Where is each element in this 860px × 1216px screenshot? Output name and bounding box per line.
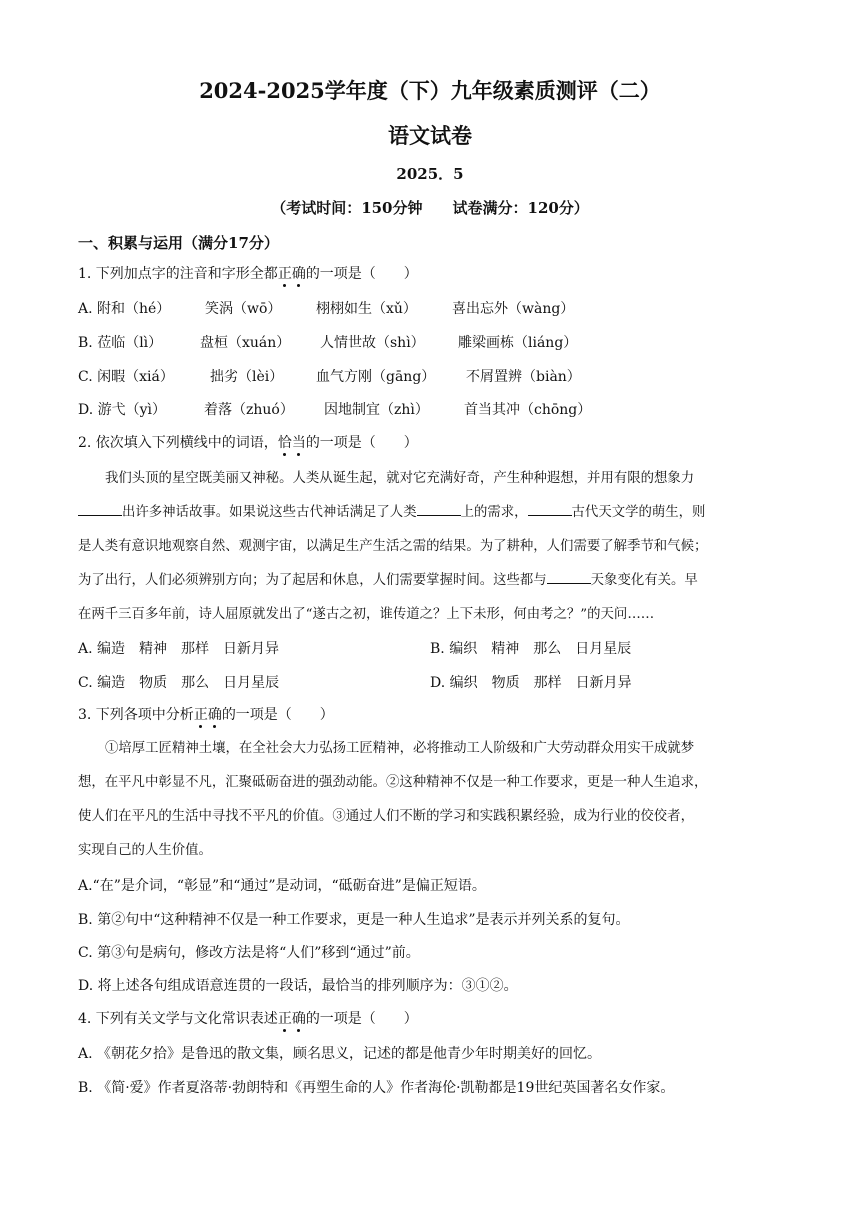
question-2-option-c[interactable]: C. 编造 物质 那么 日月星辰 [78, 675, 280, 691]
fill-blank-3 [528, 503, 572, 516]
exam-subject: 语文试卷 [388, 123, 472, 148]
question-3-option-b[interactable]: B. 第②句中“这种精神不仅是一种工作要求，更是一种人生追求”是表示并列关系的复句。 [78, 912, 630, 928]
exam-page: 2024-2025学年度（下）九年级素质测评（二） 语文试卷 2025．5 （考试时间：150分钟 试卷满分：120分） 一、积累与运用（满分17分） 1. 下列加点字的注音和字形全都正确的一项是（ ） A. 附和（hé） 笑涡（wō） 栩栩如生（xǔ） 喜出忘外（wàng） B. 莅临（lì） 盘桓（xuán） 人情世故（shì） 雕梁画栋（liáng） C. 闲暇（xiá） 拙劣（lèi） 血气方刚（gāng） 不屑置辨（biàn） D. 游弋（yì） 着落（zhuó） 因地制宜（zhì） 首当其冲（chōng） 2. 依次填入下列横线中的词语，恰当的一项是（ ） 我们头顶的星空既美丽又神秘。人类从诞生起，就对它充满好奇，产生种种遐想，并用有限的想象力 出许多神话故事。如果说这些古代神话满足了人类 上的需求， 古代天文学的萌生，则 是人类有意识地观察自然、观测宇宙，以满足生产生活之需的结果。为了耕种，人们需要了解季节和气候； 为了出行，人们必须辨别方向；为了起居和休息，人们需要掌握时间。这些都与 天象变化有关。早 在两千三百多年前，诗人屈原就发出了“遂古之初，谁传道之？上下未形，何由考之？”的天问…… A. 编造 精神 那样 日新月异 B. 编织 精神 那么 日月星辰 C. 编造 物质 那么 日月星辰 D. 编织 物质 那样 日新月异 3. 下列各项中分析正确的一项是（ ） ①培厚工匠精神土壤，在全社会大力弘扬工匠精神，必将推动工人阶级和广大劳动群众用实干成就梦 想，在平凡中彰显不凡，汇聚砥砺奋进的强劲动能。②这种精神不仅是一种工作要求，更是一种人生追求， 使人们在平凡的生活中寻找不平凡的价值。③通过人们不断的学习和实践积累经验，成为行业的佼佼者， 实现自己的人生价值。 A.“在”是介词，“彰显”和“通过”是动词，“砥砺奋进”是偏正短语。 B. 第②句中“这种精神不仅是一种工作要求，更是一种人生追求”是表示并列关系的复句。 C. 第③句是病句，修改方法是将“人们”移到“通过”前。 D. 将上述各句组成语意连贯的一段话，最恰当的排列顺序为：③①②。 4. 下列有关文学与文化常识表述正确的一项是（ ） A. 《朝花夕拾》是鲁迅的散文集，顾名思义，记述的都是他青少年时期美好的回忆。 B. 《简·爱》作者夏洛蒂·勃朗特和《再塑生命的人》作者海伦·凯勒都是19世纪英国著名女作家。 [0, 0, 860, 1216]
question-4-stem: 4. 下列有关文学与文化常识表述正确的一项是（ ） [78, 1011, 418, 1027]
exam-score: 试卷满分：120分） [452, 199, 589, 217]
question-3-option-d[interactable]: D. 将上述各句组成语意连贯的一段话，最恰当的排列顺序为：③①②。 [78, 978, 518, 994]
question-1-stem: 1. 下列加点字的注音和字形全都正确的一项是（ ） [78, 266, 418, 282]
question-4-option-a[interactable]: A. 《朝花夕拾》是鲁迅的散文集，顾名思义，记述的都是他青少年时期美好的回忆。 [78, 1046, 602, 1062]
exam-date: 2025．5 [396, 165, 464, 183]
exam-info [0, 197, 860, 218]
question-2-stem: 2. 依次填入下列横线中的词语，恰当的一项是（ ） [78, 435, 418, 451]
fill-blank-4 [547, 571, 591, 584]
fill-blank-2 [417, 503, 461, 516]
exam-time: （考试时间：150分钟 [271, 199, 423, 217]
fill-blank-1 [78, 503, 122, 516]
question-3-option-c[interactable]: C. 第③句是病句，修改方法是将“人们”移到“通过”前。 [78, 945, 420, 961]
question-2-option-d[interactable]: D. 编织 物质 那样 日新月异 [430, 675, 632, 691]
section-1-title: 一、积累与运用（满分17分） [78, 234, 279, 252]
question-3-passage: ①培厚工匠精神土壤，在全社会大力弘扬工匠精神，必将推动工人阶级和广大劳动群众用实干成就梦 想，在平凡中彰显不凡，汇聚砥砺奋进的强劲动能。②这种精神不仅是一种工作要求，更是一种人生追求， 使人们在平凡的生活中寻找不平凡的价值。③通过人们不断的学习和实践积累经验，成为行业的佼佼者， 实现自己的人生价值。 [78, 741, 708, 858]
question-2-passage: 我们头顶的星空既美丽又神秘。人类从诞生起，就对它充满好奇，产生种种遐想，并用有限的想象力 出许多神话故事。如果说这些古代神话满足了人类 上的需求， 古代天文学的萌生，则 是人类有意识地观察自然、观测宇宙，以满足生产生活之需的结果。为了耕种，人们需要了解季节和气候； 为了出行，人们必须辨别方向；为了起居和休息，人们需要掌握时间。这些都与 天象变化有关。早 在两千三百多年前，诗人屈原就发出了“遂古之初，谁传道之？上下未形，何由考之？”的天问…… [78, 471, 708, 622]
exam-title: 2024-2025学年度（下）九年级素质测评（二） [199, 78, 661, 103]
question-4-option-b[interactable]: B. 《简·爱》作者夏洛蒂·勃朗特和《再塑生命的人》作者海伦·凯勒都是19世纪英国著名女作家。 [78, 1080, 675, 1096]
question-3-option-a[interactable]: A.“在”是介词，“彰显”和“通过”是动词，“砥砺奋进”是偏正短语。 [78, 878, 486, 894]
question-2-option-a[interactable]: A. 编造 精神 那样 日新月异 [78, 641, 280, 657]
question-2-option-b[interactable]: B. 编织 精神 那么 日月星辰 [430, 641, 632, 657]
question-3-stem: 3. 下列各项中分析正确的一项是（ ） [78, 707, 334, 723]
